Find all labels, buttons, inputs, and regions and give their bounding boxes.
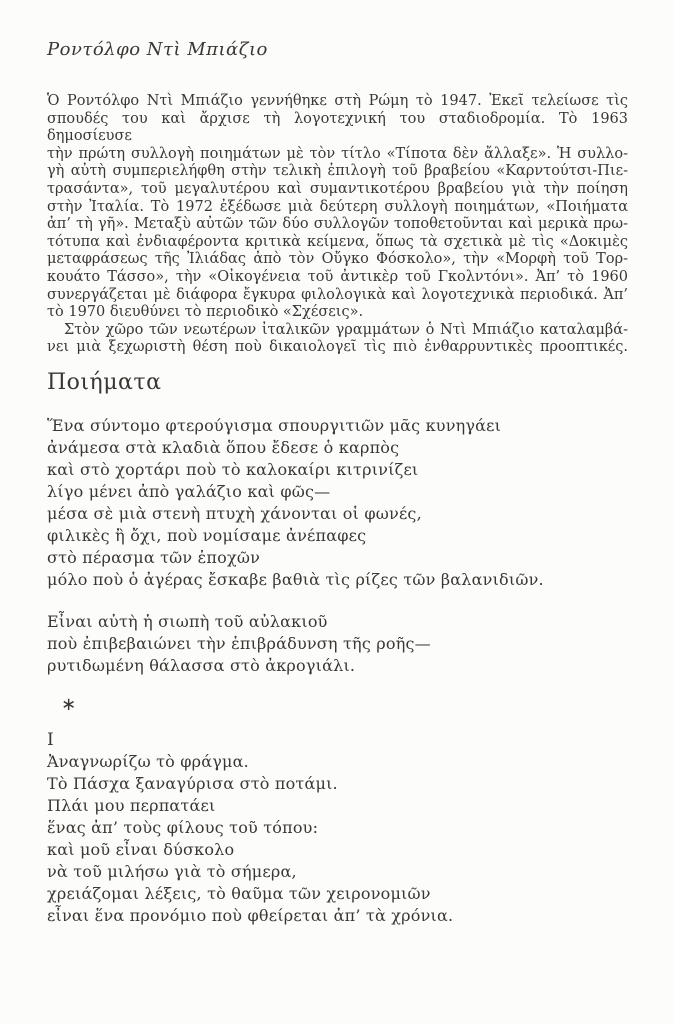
poem-line: μέσα σὲ μιὰ στενὴ πτυχὴ χάνονται οἱ φωνές, — [47, 503, 422, 523]
poem-line: στὸ πέρασμα τῶν ἐποχῶν — [47, 547, 261, 567]
section-heading: Ποιήματα — [47, 369, 162, 395]
bio-line: τότυπα καὶ ἐνδιαφέροντα κριτικὰ κείμενα, ὅπως τὰ σχετικὰ μὲ τὶς «Δοκιμὲς — [47, 233, 628, 250]
bio-line: στὴν Ἰταλία. Τὸ 1972 ἐξέδωσε μιὰ δεύτερη συλλογὴ ποιημάτων, «Ποιήματα — [47, 198, 628, 215]
bio-section — [47, 93, 628, 357]
bio-line: σπουδές του καὶ ἄρχισε τὴ λογοτεχνική του σταδιοδρομία. Τὸ 1963 δημοσίευσε — [47, 110, 628, 145]
poem-line: Πλάι μου περπατάει — [47, 795, 216, 815]
poem-line: Ἕνα σύντομο φτερούγισμα σπουργιτιῶν μᾶς κυνηγάει — [47, 415, 502, 435]
bio-line: τὸ 1970 διευθύνει τὸ περιοδικὸ «Σχέσεις». — [47, 304, 364, 321]
poem-line: καὶ μοῦ εἶναι δύσκολο — [47, 839, 235, 859]
poem-line: νὰ τοῦ μιλήσω γιὰ τὸ σήμερα, — [47, 861, 297, 881]
poem-line: χρειάζομαι λέξεις, τὸ θαῦμα τῶν χειρονομιῶν — [47, 883, 431, 903]
bio-line: Στὸν χῶρο τῶν νεωτέρων ἰταλικῶν γραμμάτων ὁ Ντὶ Μπιάζιο καταλαμβά- — [64, 321, 628, 338]
author-title: Ροντόλφο Ντὶ Μπιάζιο — [47, 39, 268, 60]
poem-stanza-1 — [47, 415, 628, 591]
bio-line: ἀπ’ τὴ γῆ». Μεταξὺ αὐτῶν τῶν δύο συλλογῶν τοποθετοῦνται καὶ μερικὰ πρω- — [47, 216, 628, 233]
poem-line: εἶναι ἕνα προνόμιο ποὺ φθείρεται ἀπ’ τὰ χρόνια. — [47, 905, 454, 925]
bio-line: τρασάντα», τοῦ μεγαλυτέρου καὶ συμαντικοτέρου βραβείου γιὰ τὴν ποίηση — [47, 180, 628, 197]
poem-number: I — [47, 729, 54, 750]
bio-line: γὴ αὐτὴ συμπεριελήφθη στὴν τελικὴ ἐπιλογὴ τοῦ βραβείου «Καρντούτσι-Πιε- — [47, 163, 628, 180]
poem-untitled — [47, 415, 628, 677]
poem-line: Τὸ Πάσχα ξαναγύρισα στὸ ποτάμι. — [47, 773, 338, 793]
poem-line: Ἀναγνωρίζω τὸ φράγμα. — [47, 751, 249, 771]
poem-line: ποὺ ἐπιβεβαιώνει τὴν ἐπιβράδυνση τῆς ροῆς— — [47, 633, 431, 653]
poem-line: Εἶναι αὐτὴ ἡ σιωπὴ τοῦ αὐλακιοῦ — [47, 611, 328, 631]
bio-line: Ὁ Ροντόλφο Ντὶ Μπιάζιο γεννήθηκε στὴ Ρώμη τὸ 1947. Ἐκεῖ τελείωσε τὶς — [47, 93, 628, 109]
poem-line: λίγο μένει ἀπὸ γαλάζιο καὶ φῶς— — [47, 481, 331, 501]
bio-line: συνεργάζεται μὲ διάφορα ἔγκυρα φιλολογικὰ καὶ λογοτεχνικὰ περιοδικά. Ἀπ’ — [47, 286, 628, 303]
bio-paragraph-1 — [47, 93, 628, 322]
asterisk-divider-icon: ∗ — [61, 693, 77, 715]
poem-line: ρυτιδωμένη θάλασσα στὸ ἀκρογιάλι. — [47, 655, 356, 675]
poem-line: καὶ στὸ χορτάρι ποὺ τὸ καλοκαίρι κιτρινίζει — [47, 459, 419, 479]
poem-line: ἀνάμεσα στὰ κλαδιὰ ὅπου ἔδεσε ὁ καρπὸς — [47, 437, 400, 457]
poem-numbered-I — [47, 751, 628, 927]
bio-paragraph-2 — [47, 322, 628, 357]
poem-line: φιλικὲς ἢ ὄχι, ποὺ νομίσαμε ἀνέπαφες — [47, 525, 367, 545]
poem-line: ἕνας ἀπ’ τοὺς φίλους τοῦ τόπου: — [47, 817, 319, 837]
bio-line: τὴν πρώτη συλλογὴ ποιημάτων μὲ τὸν τίτλο «Τίποτα δὲν ἄλλαξε». Ἡ συλλο- — [47, 145, 628, 162]
bio-line: κουάτο Τάσσο», τὴν «Οἰκογένεια τοῦ ἀντικὲρ τοῦ Γκολντόνι». Ἀπ’ τὸ 1960 — [47, 268, 628, 285]
poem-stanza-2 — [47, 611, 628, 677]
bio-line: μεταφράσεως τῆς Ἰλιάδας ἀπὸ τὸν Οὔγκο Φόσκολο», τὴν «Μορφὴ τοῦ Τορ- — [47, 251, 628, 268]
bio-line: νει μιὰ ξεχωριστὴ θέση ποὺ δικαιολογεῖ τὶς πιὸ ἐνθαρρυντικὲς προοπτικές. — [47, 339, 628, 356]
poem-line: μόλο ποὺ ὁ ἀγέρας ἔσκαβε βαθιὰ τὶς ρίζες τῶν βαλανιδιῶν. — [47, 569, 544, 589]
